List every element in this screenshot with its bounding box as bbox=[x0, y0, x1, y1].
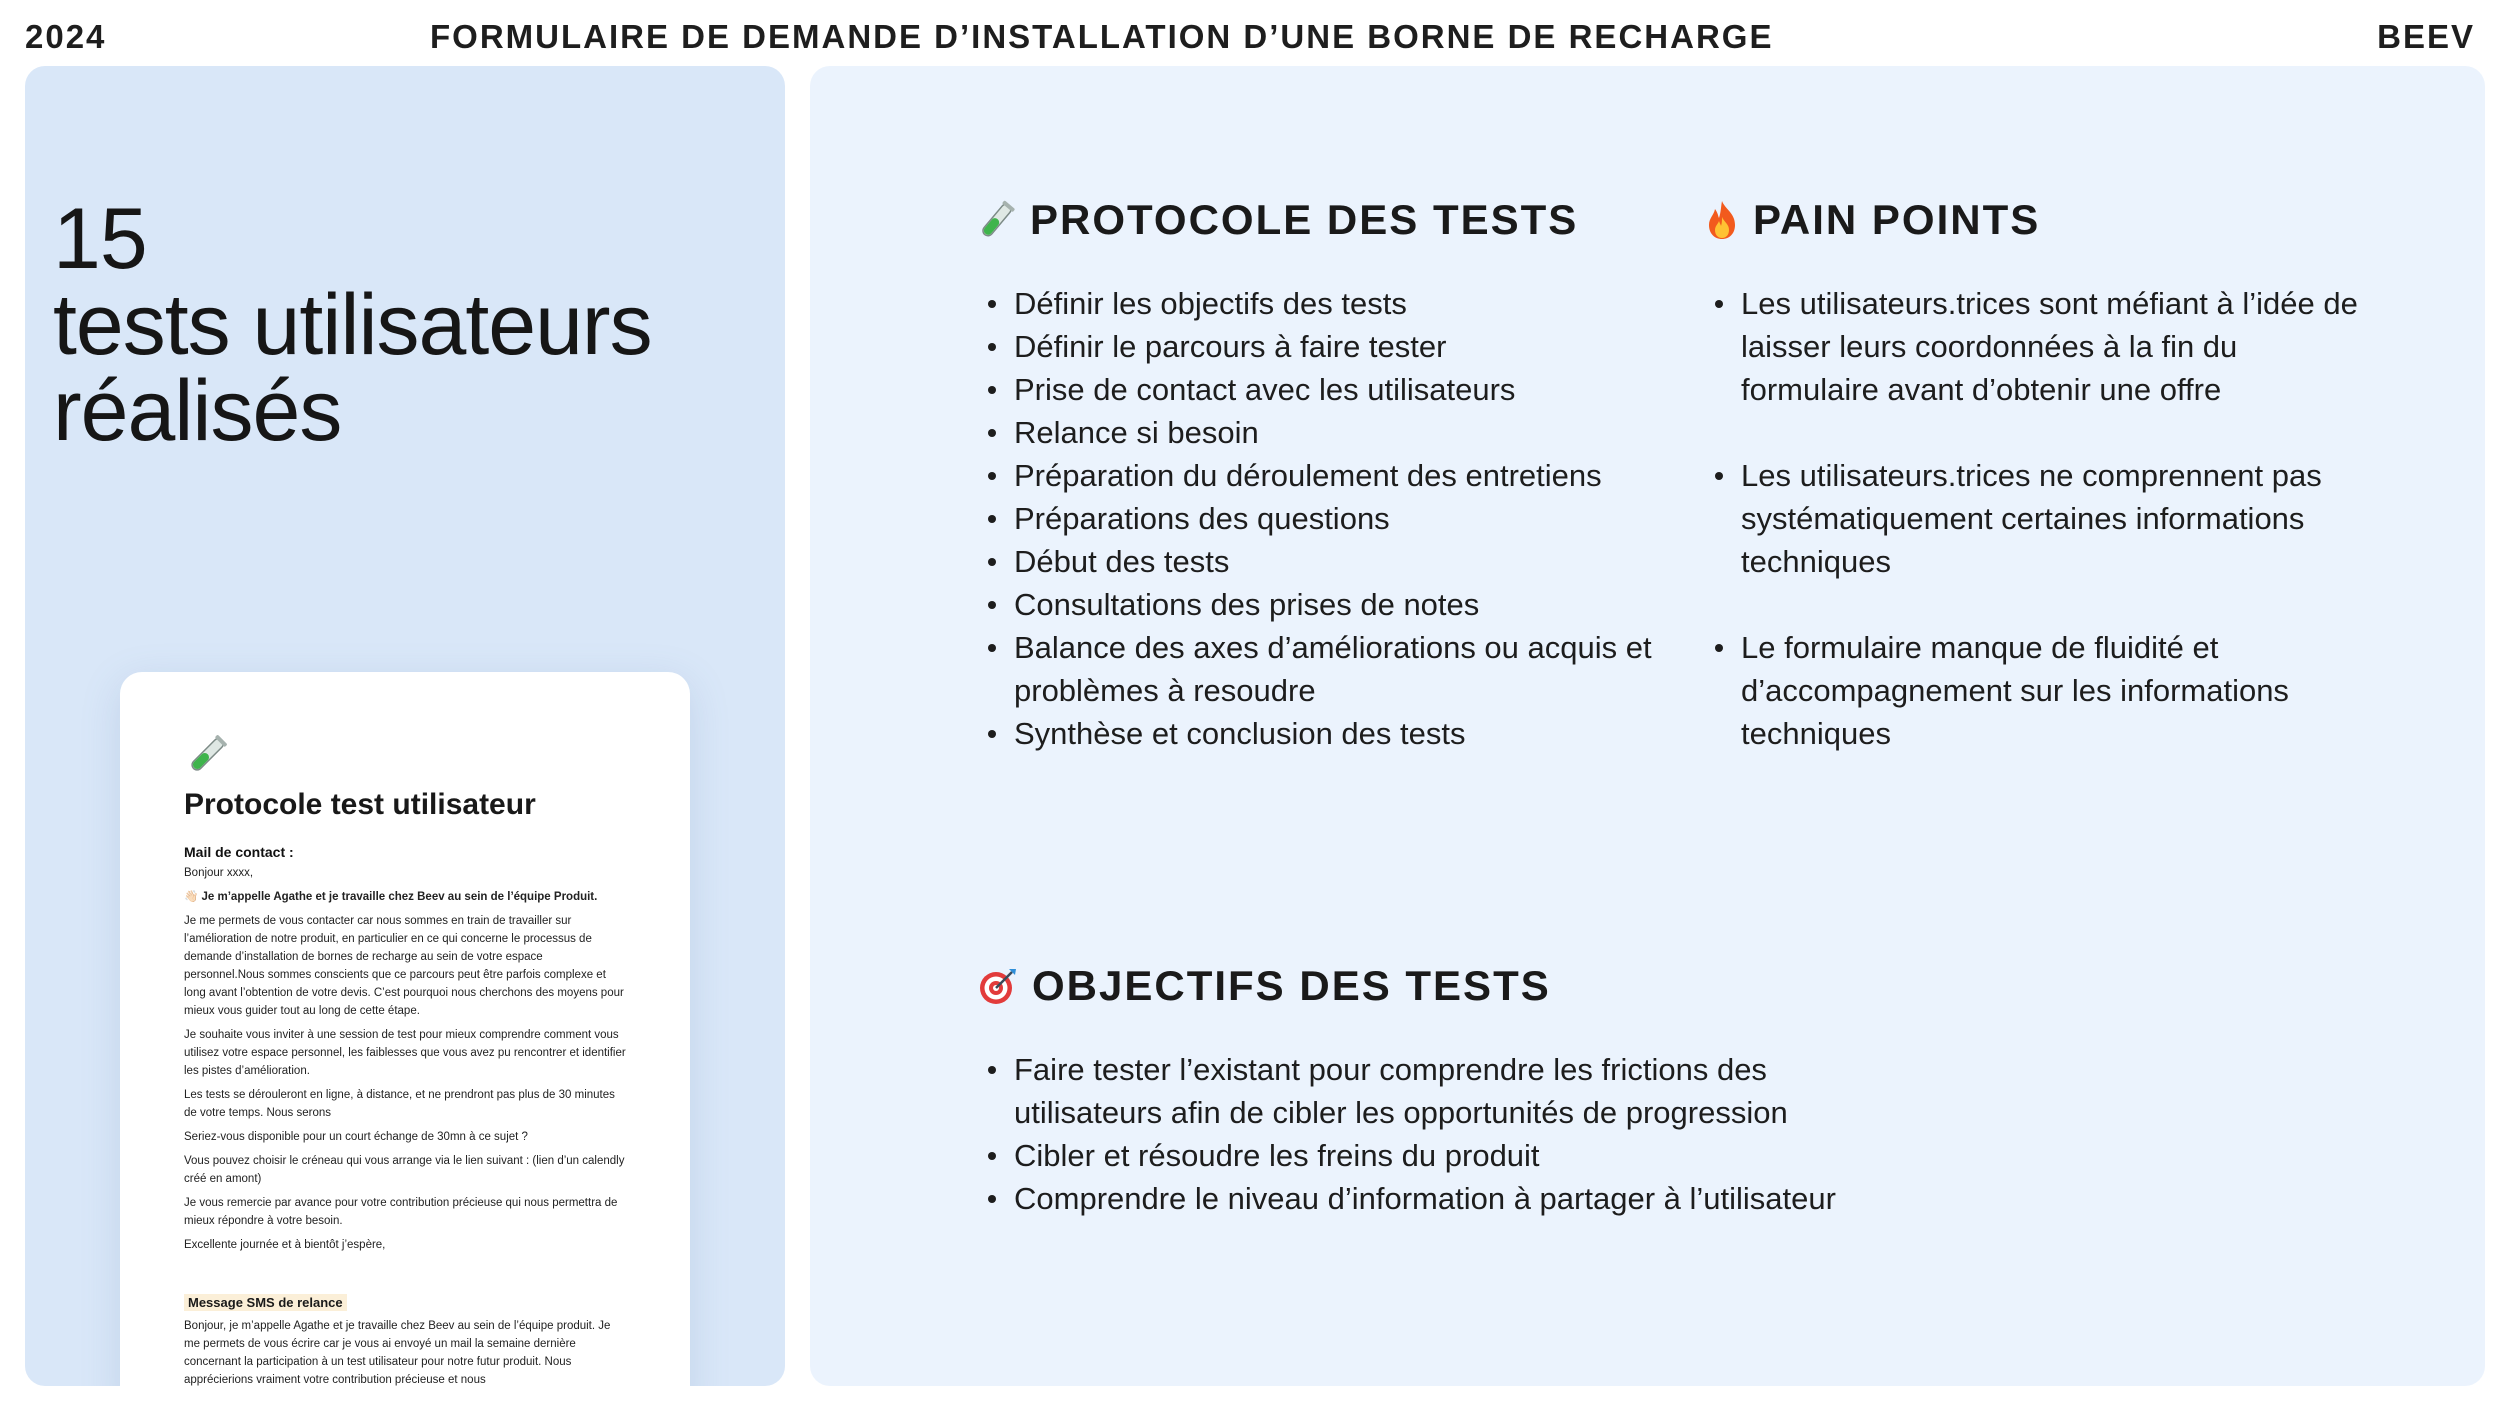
list-item: Faire tester l’existant pour comprendre les frictions des utilisateurs afin de cibler les opportunités de progression bbox=[978, 1048, 1898, 1134]
list-item: Préparations des questions bbox=[978, 497, 1698, 540]
header-title: FORMULAIRE DE DEMANDE D’INSTALLATION D’UNE BORNE DE RECHARGE bbox=[430, 18, 1774, 55]
list-item: Préparation du déroulement des entretiens bbox=[978, 454, 1698, 497]
test-tube-icon bbox=[184, 732, 230, 778]
list-item: Relance si besoin bbox=[978, 411, 1698, 454]
document-mail-heading: Mail de contact : bbox=[184, 844, 294, 860]
protocole-list bbox=[978, 282, 1698, 755]
list-item: Le formulaire manque de fluidité et d’accompagnement sur les informations techniques bbox=[1705, 626, 2365, 755]
list-item: Prise de contact avec les utilisateurs bbox=[978, 368, 1698, 411]
document-paragraph: Excellente journée et à bientôt j’espère, bbox=[184, 1239, 386, 1251]
document-preview bbox=[120, 672, 690, 1386]
document-paragraph: Seriez-vous disponible pour un court échange de 30mn à ce sujet ? bbox=[184, 1131, 528, 1143]
document-paragraph: Les tests se dérouleront en ligne, à distance, et ne prendront pas plus de 30 minutes de votre temps. Nous serons bbox=[184, 1089, 615, 1119]
document-paragraph: Vous pouvez choisir le créneau qui vous arrange via le lien suivant : (lien d’un calendly créé en amont) bbox=[184, 1155, 625, 1185]
document-sms-text: Bonjour, je m’appelle Agathe et je travaille chez Beev au sein de l’équipe produit. Je me permets de vous écrire car je vous ai envoyé un mail la semaine dernière concernant la participation à un test utilisateur pour notre futur produit. Nous apprécierions vraiment votre contribution précieuse et nous bbox=[184, 1320, 611, 1386]
list-item: Comprendre le niveau d’information à partager à l’utilisateur bbox=[978, 1177, 1898, 1220]
list-item: Définir le parcours à faire tester bbox=[978, 325, 1698, 368]
list-item: Début des tests bbox=[978, 540, 1698, 583]
list-item: Définir les objectifs des tests bbox=[978, 282, 1698, 325]
document-intro: 👋🏻 Je m’appelle Agathe et je travaille chez Beev au sein de l’équipe Produit. bbox=[184, 891, 598, 903]
document-greeting: Bonjour xxxx, bbox=[184, 867, 254, 879]
document-sms-heading: Message SMS de relance bbox=[184, 1294, 347, 1311]
section-objectifs bbox=[978, 962, 1898, 1220]
section-title bbox=[1705, 196, 2365, 244]
header-brand: BEEV bbox=[2377, 18, 2475, 55]
pain-points-title: PAIN POINTS bbox=[1753, 196, 2041, 243]
test-tube-icon bbox=[978, 199, 1016, 241]
section-pain-points bbox=[1705, 196, 2365, 798]
document-paragraph: Je me permets de vous contacter car nous sommes en train de travailler sur l’amélioration de notre produit, en particulier en ce qui concerne le processus de demande d’installation de bornes de recharge au sein de votre espace personnel.Nous sommes conscients que ce parcours peut être parfois complexe et long avant l’obtention de votre devis. C’est pourquoi nous cherchons des moyens pour mieux vous guider tout au long de cette étape. bbox=[184, 915, 624, 1017]
left-panel bbox=[25, 66, 785, 1386]
list-item: Consultations des prises de notes bbox=[978, 583, 1698, 626]
list-item: Balance des axes d’améliorations ou acquis et problèmes à resoudre bbox=[978, 626, 1698, 712]
section-protocole bbox=[978, 196, 1698, 755]
document-paragraph: Je souhaite vous inviter à une session de test pour mieux comprendre comment vous utilisez votre espace personnel, les faiblesses que vous avez pu rencontrer et identifier les pistes d’amélioration. bbox=[184, 1029, 626, 1077]
stat-number: 15 bbox=[53, 191, 147, 287]
list-item: Cibler et résoudre les freins du produit bbox=[978, 1134, 1898, 1177]
target-dart-icon bbox=[978, 966, 1018, 1006]
objectifs-title: OBJECTIFS DES TESTS bbox=[1032, 962, 1551, 1009]
pain-points-list bbox=[1705, 282, 2365, 755]
objectifs-list bbox=[978, 1048, 1898, 1220]
list-item: Les utilisateurs.trices ne comprennent pas systématiquement certaines informations techniques bbox=[1705, 454, 2365, 583]
list-item: Synthèse et conclusion des tests bbox=[978, 712, 1698, 755]
document-title: Protocole test utilisateur bbox=[184, 788, 536, 821]
header-year: 2024 bbox=[25, 18, 107, 55]
list-item: Les utilisateurs.trices sont méfiant à l’idée de laisser leurs coordonnées à la fin du formulaire avant d’obtenir une offre bbox=[1705, 282, 2365, 411]
stat-label: tests utilisateurs réalisés bbox=[53, 277, 652, 459]
document-paragraph: Je vous remercie par avance pour votre contribution précieuse qui nous permettra de mieux répondre à votre besoin. bbox=[184, 1197, 618, 1227]
top-bar bbox=[0, 0, 2500, 66]
section-title bbox=[978, 196, 1698, 244]
stat-block bbox=[53, 191, 753, 459]
fire-icon bbox=[1705, 199, 1739, 241]
protocole-title: PROTOCOLE DES TESTS bbox=[1030, 196, 1579, 243]
section-title bbox=[978, 962, 1898, 1010]
right-panel bbox=[810, 66, 2485, 1386]
